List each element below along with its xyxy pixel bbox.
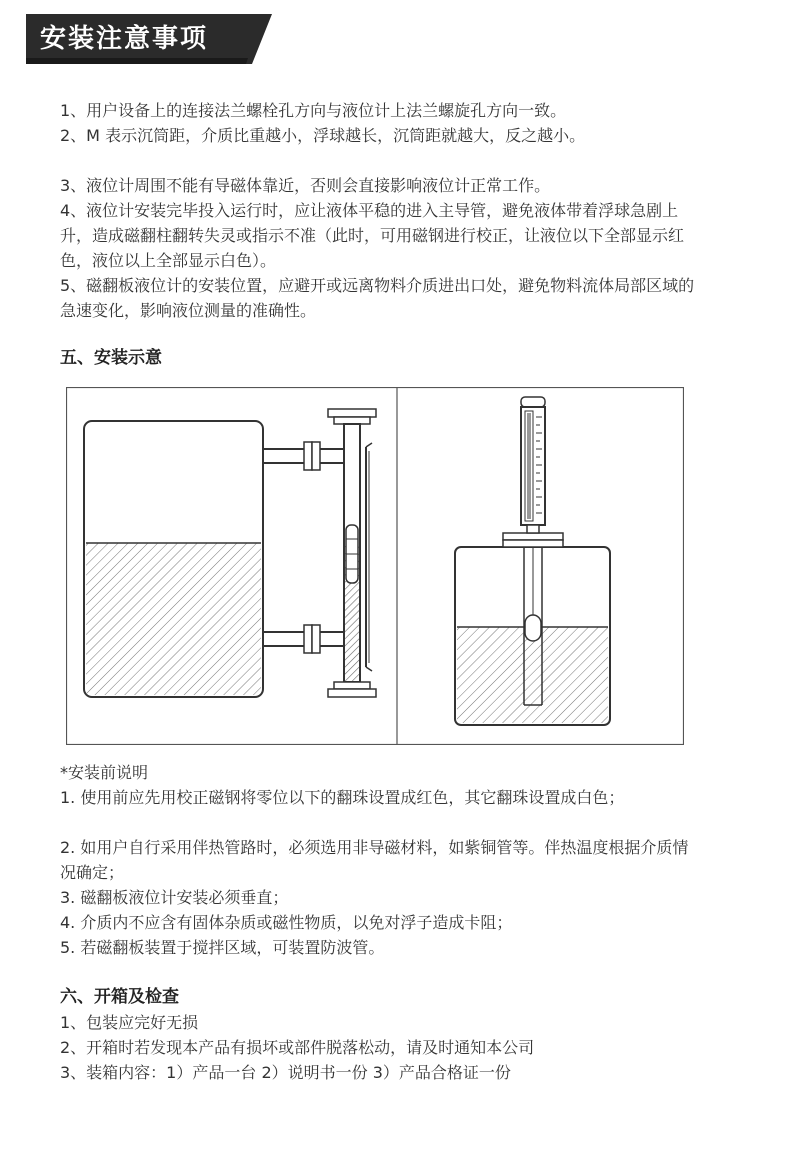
pre-install-item-3: 3. 磁翻板液位计安装必须垂直；	[60, 888, 289, 907]
note-2: 2、M 表示沉筒距，介质比重越小，浮球越长，沉筒距就越大，反之越小。	[60, 126, 586, 145]
note-3: 3、液位计周围不能有导磁体靠近，否则会直接影响液位计正常工作。	[60, 176, 551, 195]
pre-install-item-5: 5. 若磁翻板装置于搅拌区域，可装置防波管。	[60, 938, 385, 957]
pre-install-item-2: 2. 如用户自行采用伴热管路时，必须选用非导磁材料，如紫铜管等。伴热温度根据介质情况确定；	[60, 838, 689, 882]
header-banner	[26, 14, 272, 64]
side-mount-tank	[84, 421, 263, 697]
section-six-title: 六、开箱及检查	[60, 987, 179, 1007]
note-4: 4、液位计安装完毕投入运行时，应让液体平稳的进入主导管，避免液体带着浮球急剧上升，造成磁翻柱翻转失灵或指示不准（此时，可用磁钢进行校正，让液位以下全部显示红色，液位以上全部显示白色）。	[60, 201, 685, 270]
unpack-item-2: 2、开箱时若发现本产品有损坏或部件脱落松动，请及时通知本公司	[60, 1038, 535, 1057]
section-five-title: 五、安装示意	[60, 348, 162, 368]
pre-install-heading: *安装前说明	[60, 763, 149, 782]
unpack-item-3: 3、装箱内容：1）产品一台 2）说明书一份 3）产品合格证一份	[60, 1063, 511, 1082]
installation-diagram-svg	[66, 387, 684, 745]
pre-install-item-4: 4. 介质内不应含有固体杂质或磁性物质，以免对浮子造成卡阻；	[60, 913, 513, 932]
page-title: 安装注意事项	[40, 24, 209, 54]
note-1: 1、用户设备上的连接法兰螺栓孔方向与液位计上法兰螺旋孔方向一致。	[60, 101, 567, 120]
note-5: 5、磁翻板液位计的安装位置，应避开或远离物料介质进出口处，避免物料流体局部区域的急速变化，影响液位测量的准确性。	[60, 276, 695, 320]
pre-install-item-1: 1. 使用前应先用校正磁钢将零位以下的翻珠设置成红色，其它翻珠设置成白色；	[60, 788, 625, 807]
unpack-item-1: 1、包装应完好无损	[60, 1013, 199, 1032]
top-mount-float	[525, 615, 541, 641]
installation-diagram	[66, 387, 684, 745]
